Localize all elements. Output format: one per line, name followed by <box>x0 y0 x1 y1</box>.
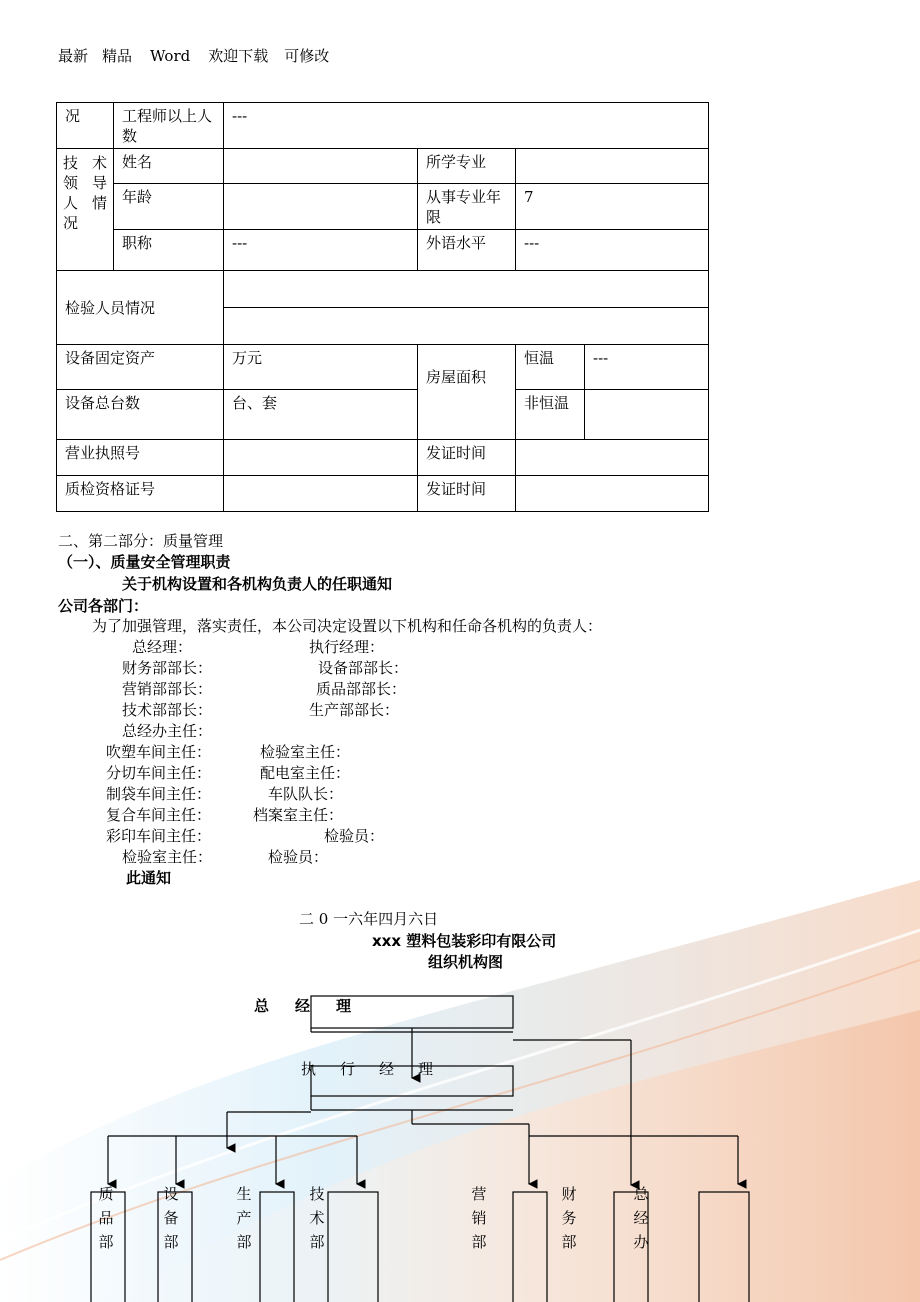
role-inspector1: 检验员： <box>324 827 385 845</box>
company-info-table <box>56 102 709 512</box>
role-slit: 分切车间主任： <box>106 764 212 782</box>
notice-hereby: 此通知 <box>126 869 172 887</box>
dept-box-marketing <box>513 1192 547 1302</box>
header-item: 最新 <box>58 47 89 65</box>
cell-issue-label-2: 发证时间 <box>418 476 516 512</box>
cell-age-value <box>224 184 418 230</box>
role-fleet: 车队队长： <box>268 785 344 803</box>
header-item: 欢迎下载 <box>208 47 269 65</box>
role-composite: 复合车间主任： <box>106 806 212 824</box>
role-archive: 档案室主任： <box>253 806 344 824</box>
header-item: 精品 <box>102 47 133 65</box>
cell-issue-value-2 <box>516 476 709 512</box>
cell-title-label: 职称 <box>114 230 224 271</box>
company-name: xxx 塑料包装彩印有限公司 <box>372 932 557 950</box>
cell-lang-value: --- <box>516 230 709 271</box>
role-inspector2: 检验员： <box>268 848 329 866</box>
notice-date: 二 0 一六年四月六日 <box>299 910 439 928</box>
org-chart-title: 组织机构图 <box>428 953 504 971</box>
role-finance: 财务部部长： <box>122 659 213 677</box>
cell-assets-label: 设备固定资产 <box>57 345 224 390</box>
cell-nonconst-temp-value <box>585 390 709 440</box>
cell-major-value <box>516 149 709 184</box>
dept-box-production <box>260 1192 294 1302</box>
dept-quality: 质 品 部 <box>98 1185 114 1251</box>
dept-gm-office: 总 经 办 <box>633 1185 649 1251</box>
dept-box-tech <box>328 1192 378 1302</box>
header-item: 可修改 <box>284 47 330 65</box>
role-quality: 质品部部长： <box>316 680 407 698</box>
cell-name-label: 姓名 <box>114 149 224 184</box>
org-chart <box>0 980 920 1302</box>
cell-const-temp-label: 恒温 <box>516 345 585 390</box>
role-marketing: 营销部部长： <box>122 680 213 698</box>
cell-years-label: 从事专业年限 <box>418 184 516 230</box>
dept-box-finance <box>699 1192 749 1302</box>
cell-const-temp-value: --- <box>585 345 709 390</box>
cell-nonconst-temp-label: 非恒温 <box>516 390 585 440</box>
subsection-heading: （一）、质量安全管理职责 <box>58 553 231 571</box>
dept-tech: 技 术 部 <box>309 1185 325 1251</box>
cell-inspectors-row1 <box>224 271 709 308</box>
role-tech: 技术部部长： <box>122 701 213 719</box>
cell-situation: 况 <box>57 103 114 149</box>
org-gm-label: 总经理 <box>254 997 352 1015</box>
role-power: 配电室主任： <box>260 764 351 782</box>
cell-inspectors-row2 <box>224 308 709 345</box>
notice-title: 关于机构设置和各机构负责人的任职通知 <box>122 575 393 593</box>
cell-name-value <box>224 149 418 184</box>
page-header <box>58 45 343 66</box>
cell-title-value: --- <box>224 230 418 271</box>
cell-tech-lead-label: 技术领导人情况 <box>57 149 114 271</box>
cell-license-value <box>224 440 418 476</box>
role-exec: 执行经理： <box>309 638 385 656</box>
cell-issue-value-1 <box>516 440 709 476</box>
dept-marketing: 营 销 部 <box>471 1185 487 1251</box>
notice-addressee: 公司各部门： <box>58 597 149 615</box>
cell-years-value: 7 <box>516 184 709 230</box>
cell-issue-label-1: 发证时间 <box>418 440 516 476</box>
role-production: 生产部部长： <box>309 701 400 719</box>
dept-finance: 财 务 部 <box>561 1185 577 1251</box>
cell-area-label: 房屋面积 <box>418 345 516 440</box>
cell-qc-cert-value <box>224 476 418 512</box>
header-item: Word <box>150 47 191 65</box>
cell-qc-cert-label: 质检资格证号 <box>57 476 224 512</box>
role-equipment: 设备部部长： <box>318 659 409 677</box>
cell-lang-label: 外语水平 <box>418 230 516 271</box>
role-gm: 总经理： <box>132 638 193 656</box>
dept-equipment: 设 备 部 <box>163 1185 179 1251</box>
role-blow: 吹塑车间主任： <box>106 743 212 761</box>
cell-inspectors-label: 检验人员情况 <box>57 271 224 345</box>
cell-age-label: 年龄 <box>114 184 224 230</box>
dept-production: 生 产 部 <box>236 1185 252 1251</box>
cell-engineers-value: --- <box>224 103 709 149</box>
role-bag: 制袋车间主任： <box>106 785 212 803</box>
role-lab2: 检验室主任： <box>122 848 213 866</box>
cell-engineers-label: 工程师以上人数 <box>114 103 224 149</box>
cell-equip-count-value: 台、套 <box>224 390 418 440</box>
cell-license-label: 营业执照号 <box>57 440 224 476</box>
cell-equip-count-label: 设备总台数 <box>57 390 224 440</box>
org-exec-label: 执行经理 <box>301 1060 434 1078</box>
role-gm-office: 总经办主任： <box>122 722 213 740</box>
role-lab1: 检验室主任： <box>260 743 351 761</box>
section-heading: 二、第二部分：质量管理 <box>58 532 224 550</box>
cell-major-label: 所学专业 <box>418 149 516 184</box>
cell-assets-value: 万元 <box>224 345 418 390</box>
notice-intro: 为了加强管理，落实责任，本公司决定设置以下机构和任命各机构的负责人： <box>92 617 603 635</box>
role-print: 彩印车间主任： <box>106 827 212 845</box>
